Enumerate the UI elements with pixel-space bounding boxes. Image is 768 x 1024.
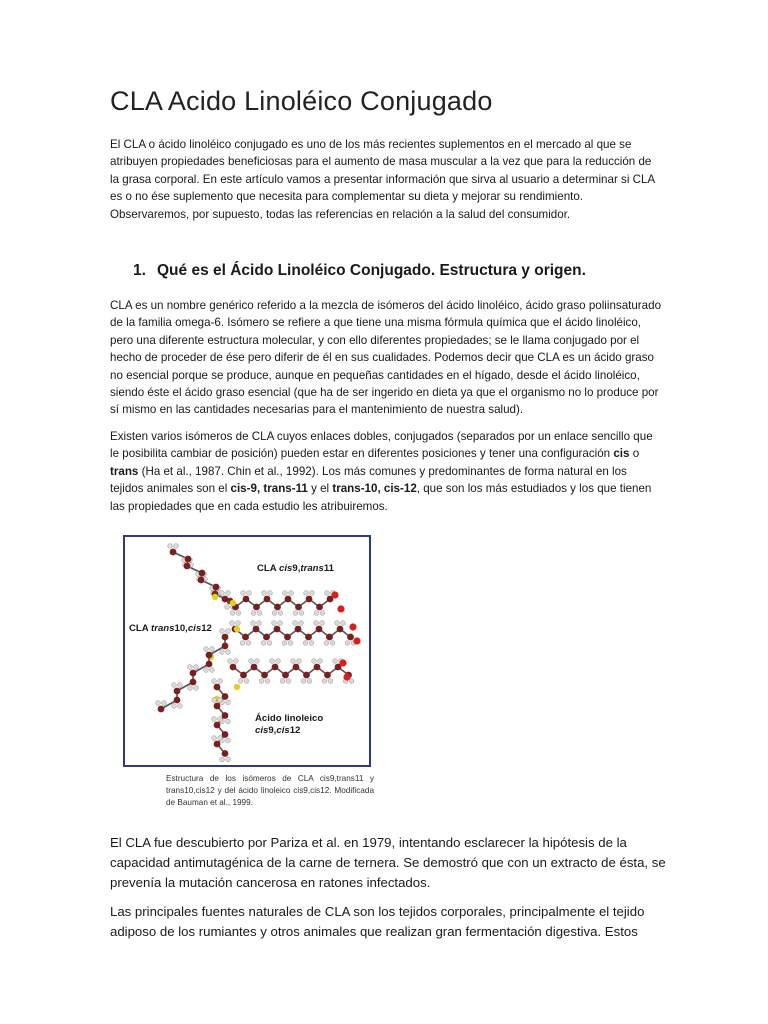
- cla2-tail-carbon: [206, 652, 213, 659]
- linoleic-tail-hydrogen: [218, 717, 223, 722]
- cla2-chain-hydrogen: [257, 621, 262, 626]
- linoleic-tail-hydrogen: [212, 736, 217, 741]
- linoleic-chain-hydrogen: [318, 659, 323, 664]
- linoleic-chain-hydrogen: [301, 679, 306, 684]
- cla1-tail-carbon: [184, 563, 191, 570]
- linoleic-tail-carbon: [222, 731, 229, 738]
- linoleic-tail-hydrogen: [212, 698, 217, 703]
- cla2-chain-hydrogen: [278, 621, 283, 626]
- cis-term: cis: [613, 447, 630, 461]
- cla1-chain-hydrogen: [251, 611, 256, 616]
- cla2-tail-hydrogen: [204, 668, 209, 673]
- cla1-chain-hydrogen: [226, 591, 231, 596]
- cla1-chain-hydrogen: [325, 591, 330, 596]
- linoleic-chain-carbon: [303, 672, 310, 679]
- cla1-chain-carbon: [316, 604, 323, 611]
- cla2-chain-hydrogen: [236, 621, 241, 626]
- sources-paragraph: Las principales fuentes naturales de CLA son los tejidos corporales, principalmente el tejido adiposo de los rumiantes y otros animales que realizan gran fermentación digestiva. Estos: [110, 904, 645, 939]
- linoleic-chain-hydrogen: [228, 659, 233, 664]
- linoleic-tail-hydrogen: [212, 717, 217, 722]
- cla1-chain-hydrogen: [278, 611, 283, 616]
- linoleic-chain-carbon: [230, 664, 237, 671]
- cla1-tail-carbon: [198, 577, 205, 584]
- cla2-tail-hydrogen: [204, 647, 209, 652]
- cla2-oxygen: [349, 623, 356, 630]
- linoleic-tail-carbon: [214, 684, 221, 691]
- linoleic-tail-carbon: [214, 703, 221, 710]
- cla2-chain-hydrogen: [293, 621, 298, 626]
- label-linoleic-acid: Ácido linoleico cis9,cis12: [255, 713, 324, 736]
- cla2-chain-hydrogen: [341, 621, 346, 626]
- cla1-chain-hydrogen: [220, 591, 225, 596]
- figure-caption: Estructura de los isómeros de CLA cis9,trans11 y trans10,cis12 y del ácido linoleico cis9,cis12. Modificada de Bauman et al., 1999.: [166, 774, 374, 807]
- cla2-tail-hydrogen: [226, 650, 231, 655]
- cla1-double-bond: [212, 594, 218, 600]
- linoleic-chain-hydrogen: [328, 679, 333, 684]
- cla1-chain-hydrogen: [304, 591, 309, 596]
- cla2-chain-carbon: [347, 634, 354, 641]
- cla2-chain-hydrogen: [230, 621, 235, 626]
- cla1-tail-carbon: [199, 570, 206, 577]
- linoleic-tail-carbon: [222, 712, 229, 719]
- isomer-cis9-trans11: cis-9, trans-11: [230, 482, 308, 496]
- linoleic-chain-hydrogen: [286, 679, 291, 684]
- linoleic-chain-hydrogen: [307, 679, 312, 684]
- cla2-tail-hydrogen: [226, 629, 231, 634]
- cla1-oxygen: [337, 605, 344, 612]
- linoleic-oxygen: [343, 673, 350, 680]
- page-title: CLA Acido Linoléico Conjugado: [110, 86, 493, 116]
- discovery-paragraph: El CLA fue descubierto por Pariza et al. en 1979, intentando esclarecer la hipótesis de la capacidad antimutagénica de la carne de ternera. Se demostró que con un extracto de ésta, se prevenía la mutación cancerosa en ratones infectados.: [110, 835, 666, 890]
- cla2-chain-hydrogen: [240, 641, 245, 646]
- cla1-chain-carbon: [243, 596, 250, 603]
- cla2-tail-hydrogen: [220, 629, 225, 634]
- cla2-tail-hydrogen: [210, 647, 215, 652]
- cla2-chain-hydrogen: [330, 641, 335, 646]
- cla2-chain-hydrogen: [251, 621, 256, 626]
- cla1-chain-hydrogen: [310, 591, 315, 596]
- linoleic-tail-hydrogen: [212, 679, 217, 684]
- cla2-chain-carbon: [337, 626, 344, 633]
- linoleic-chain-hydrogen: [312, 659, 317, 664]
- cla1-tail-hydrogen: [168, 544, 173, 549]
- cla2-chain-hydrogen: [303, 641, 308, 646]
- cla2-double-bond: [234, 626, 240, 632]
- cla2-tail-hydrogen: [172, 683, 177, 688]
- cla2-chain-hydrogen: [320, 621, 325, 626]
- cla2-tail-carbon: [174, 688, 181, 695]
- linoleic-chain-hydrogen: [259, 679, 264, 684]
- cla2-tail-carbon: [174, 697, 181, 704]
- cla1-chain-hydrogen: [268, 591, 273, 596]
- linoleic-chain-carbon: [324, 672, 331, 679]
- section-heading: [133, 262, 586, 280]
- cla1-oxygen: [331, 591, 338, 598]
- linoleic-chain-hydrogen: [249, 659, 254, 664]
- cla2-tail-carbon: [222, 643, 229, 650]
- cla2-tail-hydrogen: [220, 650, 225, 655]
- section-paragraph-2: Existen varios isómeros de CLA cuyos enlaces dobles, conjugados (separados por un enlace sencillo que le posibilita cambiar de posición) pueden estar en diferentes posiciones y tener una configuración cis o trans (Ha et al., 1987. Chin et al., 1992). Los más comunes y predominantes de forma natural en los tejidos animales son el cis-9, trans-11 y el trans-10, cis-12, que son los más estudiados y los que tienen las propiedades que en cada estudio les atribuiremos.: [110, 430, 653, 513]
- linoleic-oxygen: [339, 659, 346, 666]
- cla1-chain-carbon: [222, 596, 229, 603]
- cla2-chain-hydrogen: [345, 641, 350, 646]
- cla1-chain-hydrogen: [257, 611, 262, 616]
- cla1-chain-hydrogen: [236, 611, 241, 616]
- cla1-chain-hydrogen: [320, 611, 325, 616]
- label-trans10-cis12: CLA trans10,cis12: [129, 623, 212, 634]
- section-heading-text: Qué es el Ácido Linoléico Conjugado. Estructura y origen.: [157, 262, 586, 279]
- cla2-chain-hydrogen: [272, 621, 277, 626]
- linoleic-tail-carbon: [214, 722, 221, 729]
- cla1-chain-carbon: [285, 596, 292, 603]
- cla1-chain-carbon: [306, 596, 313, 603]
- cla2-chain-hydrogen: [335, 621, 340, 626]
- linoleic-tail-hydrogen: [226, 719, 231, 724]
- cla1-chain-hydrogen: [262, 591, 267, 596]
- trans-term: trans: [110, 464, 139, 478]
- section-paragraph-1: CLA es un nombre genérico referido a la mezcla de isómeros del ácido linoléico, ácido graso poliinsaturado de la familia omega-6. Isómero se refiere a que tiene una misma fórmula química que el ácido linoléico, pero una diferente estructura molecular, y con ello diferentes propiedades; se le llama conjugado por el hecho de proceder de ése pero diferir de él en sus cualidades. Podemos decir que CLA es un ácido graso no esencial porque se produce, aunque en pequeñas cantidades en el hígado, desde el ácido linoléico, siendo éste el ácido graso esencial (que ha de ser ingerido en dieta ya que el organismo no lo produce por sí mismo en las cantidades necesarias para el mantenimiento de nuestra salud).: [110, 299, 662, 417]
- cla2-chain-carbon: [295, 626, 302, 633]
- cla1-chain-carbon: [274, 604, 281, 611]
- linoleic-tail-carbon: [222, 750, 229, 757]
- cla2-tail-hydrogen: [194, 686, 199, 691]
- cla2-chain-carbon: [253, 626, 260, 633]
- cla2-chain-hydrogen: [309, 641, 314, 646]
- cla1-tail-hydrogen: [174, 544, 179, 549]
- cla1-double-bond: [230, 600, 236, 606]
- cla2-chain-carbon: [274, 626, 281, 633]
- linoleic-chain-carbon: [251, 664, 258, 671]
- cla2-chain-hydrogen: [267, 641, 272, 646]
- linoleic-chain-hydrogen: [255, 659, 260, 664]
- linoleic-chain-hydrogen: [291, 659, 296, 664]
- linoleic-chain-carbon: [272, 664, 279, 671]
- section-number: 1.: [133, 262, 146, 279]
- cla2-tail-hydrogen: [194, 665, 199, 670]
- linoleic-chain-carbon: [240, 672, 247, 679]
- cla1-chain-hydrogen: [299, 611, 304, 616]
- linoleic-tail-hydrogen: [226, 738, 231, 743]
- cla2-tail-hydrogen: [178, 704, 183, 709]
- linoleic-chain-hydrogen: [276, 659, 281, 664]
- linoleic-chain-hydrogen: [265, 679, 270, 684]
- cla2-chain-carbon: [263, 634, 270, 641]
- cla2-chain-carbon: [284, 634, 291, 641]
- cla2-chain-hydrogen: [282, 641, 287, 646]
- linoleic-tail-hydrogen: [218, 698, 223, 703]
- linoleic-tail-hydrogen: [220, 757, 225, 762]
- cla2-tail-carbon: [190, 670, 197, 677]
- linoleic-tail-hydrogen: [226, 700, 231, 705]
- linoleic-tail-hydrogen: [218, 679, 223, 684]
- linoleic-tail-hydrogen: [226, 757, 231, 762]
- linoleic-double-bond: [234, 684, 240, 690]
- cla2-tail-carbon: [206, 661, 213, 668]
- isomer-trans10-cis12: trans-10, cis-12: [332, 482, 417, 496]
- cla2-tail-hydrogen: [156, 701, 161, 706]
- cla1-chain-hydrogen: [247, 591, 252, 596]
- cla1-tail-hydrogen: [225, 605, 230, 610]
- linoleic-tail-hydrogen: [218, 736, 223, 741]
- linoleic-chain-hydrogen: [349, 679, 354, 684]
- cla2-tail-hydrogen: [178, 683, 183, 688]
- cla1-chain-hydrogen: [241, 591, 246, 596]
- cla1-chain-carbon: [295, 604, 302, 611]
- linoleic-chain-hydrogen: [244, 679, 249, 684]
- cla1-chain-carbon: [253, 604, 260, 611]
- cla2-chain-hydrogen: [324, 641, 329, 646]
- cla2-tail-hydrogen: [210, 668, 215, 673]
- label-cis9-trans11: CLA cis9,trans11: [257, 563, 335, 574]
- linoleic-chain-hydrogen: [270, 659, 275, 664]
- linoleic-chain-hydrogen: [238, 679, 243, 684]
- linoleic-chain-hydrogen: [333, 659, 338, 664]
- linoleic-chain-hydrogen: [322, 679, 327, 684]
- linoleic-chain-carbon: [293, 664, 300, 671]
- cla2-oxygen: [353, 637, 360, 644]
- cla2-tail-hydrogen: [188, 665, 193, 670]
- linoleic-tail-carbon: [222, 693, 229, 700]
- linoleic-tail-carbon: [214, 741, 221, 748]
- cla2-chain-hydrogen: [261, 641, 266, 646]
- cla2-tail-carbon: [158, 706, 165, 713]
- cla2-chain-hydrogen: [246, 641, 251, 646]
- cla2-chain-hydrogen: [299, 621, 304, 626]
- cla2-tail-carbon: [222, 634, 229, 641]
- cla1-tail-carbon: [213, 584, 220, 591]
- cla1-tail-carbon: [170, 549, 177, 556]
- cla2-tail-carbon: [190, 679, 197, 686]
- cla2-chain-carbon: [316, 626, 323, 633]
- cla1-chain-hydrogen: [289, 591, 294, 596]
- cla1-chain-hydrogen: [272, 611, 277, 616]
- intro-paragraph: El CLA o ácido linoléico conjugado es uno de los más recientes suplementos en el mercado al que se atribuyen propiedades beneficiosas para el aumento de masa muscular a la vez que para la reducción de la grasa corporal. En este artículo vamos a presentar información que sirva al usuario a determinar si CLA es o no ése suplemento que necesita para complementar su dieta y mejorar su rendimiento. Observaremos, por supuesto, todas las referencias en relación a la salud del consumidor.: [110, 138, 655, 221]
- linoleic-chain-hydrogen: [297, 659, 302, 664]
- linoleic-chain-hydrogen: [234, 659, 239, 664]
- cla-isomer-figure: [123, 535, 371, 767]
- cla2-chain-hydrogen: [314, 621, 319, 626]
- cla2-tail-hydrogen: [172, 704, 177, 709]
- cla1-tail-carbon: [185, 556, 192, 563]
- linoleic-chain-carbon: [261, 672, 268, 679]
- cla2-tail-hydrogen: [162, 701, 167, 706]
- cla2-tail-hydrogen: [188, 686, 193, 691]
- cla1-chain-hydrogen: [283, 591, 288, 596]
- cla2-chain-carbon: [326, 634, 333, 641]
- cla1-chain-hydrogen: [314, 611, 319, 616]
- cla2-chain-hydrogen: [288, 641, 293, 646]
- cla1-chain-hydrogen: [230, 611, 235, 616]
- cla1-chain-hydrogen: [293, 611, 298, 616]
- linoleic-chain-hydrogen: [280, 679, 285, 684]
- linoleic-chain-carbon: [282, 672, 289, 679]
- cla1-chain-carbon: [264, 596, 271, 603]
- linoleic-chain-carbon: [314, 664, 321, 671]
- cla2-chain-carbon: [242, 634, 249, 641]
- cla2-chain-carbon: [305, 634, 312, 641]
